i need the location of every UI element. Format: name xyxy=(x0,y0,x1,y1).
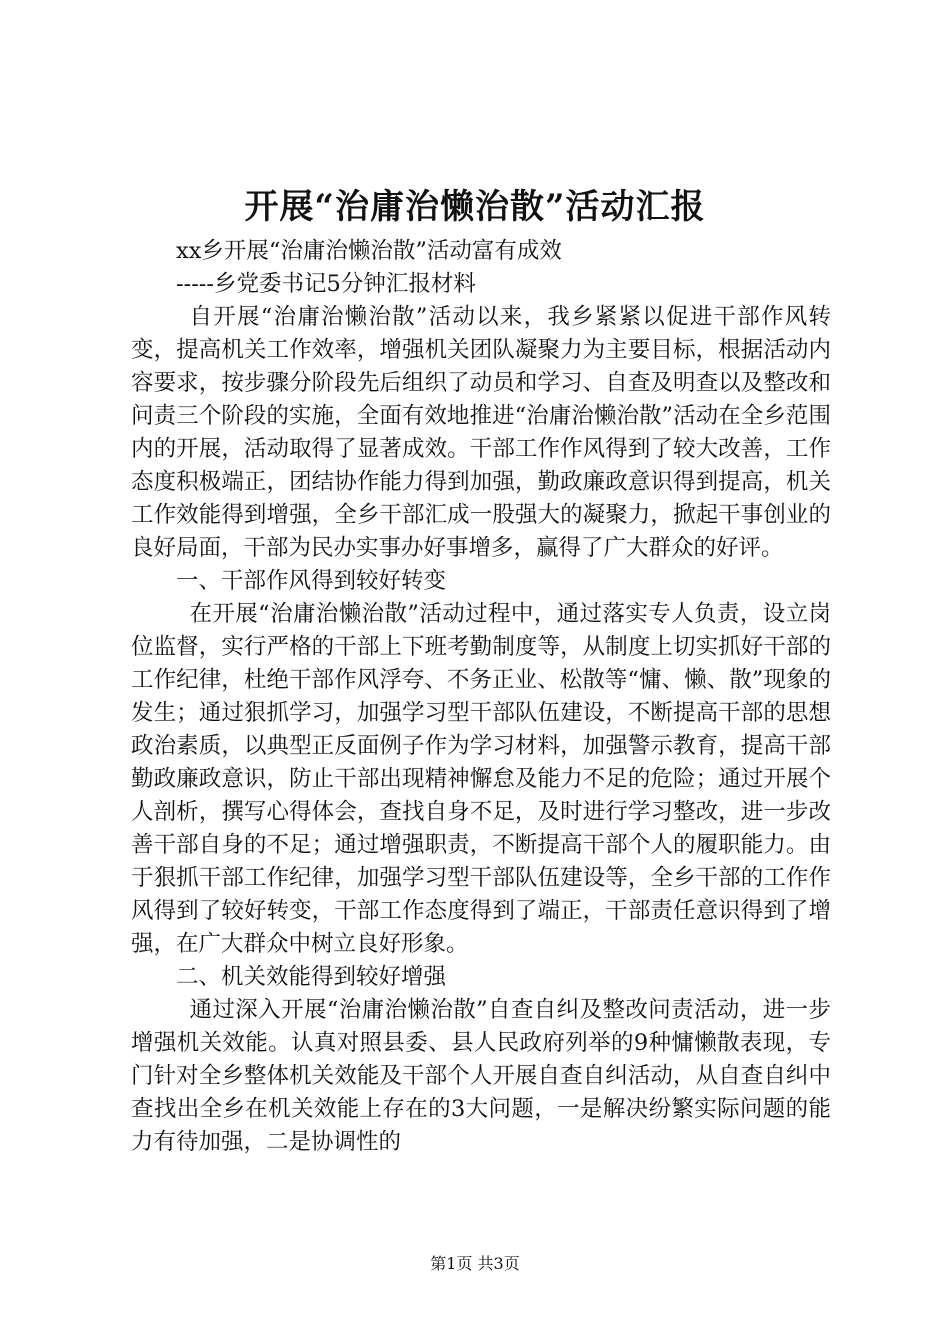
section-paragraph-1: 在开展“治庸治懒治散”活动过程中，通过落实专人负责，设立岗位监督，实行严格的干部上下班考勤制度等，从制度上切实抓好干部的工作纪律，杜绝干部作风浮夸、不务正业、松散等“慵、懒、散”现象的发生；通过狠抓学习，加强学习型干部队伍建设，不断提高干部的思想政治素质，以典型正反面例子作为学习材料，加强警示教育，提高干部勤政廉政意识，防止干部出现精神懈怠及能力不足的危险；通过开展个人剖析，撰写心得体会，查找自身不足，及时进行学习整改，进一步改善干部自身的不足；通过增强职责，不断提高干部个人的履职能力。由于狠抓干部工作纪律，加强学习型干部队伍建设等，全乡干部的工作作风得到了较好转变，干部工作态度得到了端正，干部责任意识得到了增强，在广大群众中树立良好形象。 xyxy=(131,601,831,957)
subtitle-line: xx乡开展“治庸治懒治散”活动富有成效 xyxy=(176,238,562,264)
section-heading-2: 二、机关效能得到较好增强 xyxy=(176,964,447,990)
intro-paragraph: 自开展“治庸治懒治散”活动以来，我乡紧紧以促进干部作风转变，提高机关工作效率，增强机关团队凝聚力为主要目标，根据活动内容要求，按步骤分阶段先后组织了动员和学习、自查及明查以及整改和问责三个阶段的实施，全面有效地推进“治庸治懒治散”活动在全乡范围内的开展，活动取得了显著成效。干部工作作风得到了较大改善，工作态度积极端正，团结协作能力得到加强，勤政廉政意识得到提高，机关工作效能得到增强，全乡干部汇成一股强大的凝聚力，掀起干事创业的良好局面，干部为民办实事办好事增多，赢得了广大群众的好评。 xyxy=(131,304,831,561)
section-heading-1: 一、干部作风得到较好转变 xyxy=(176,568,447,594)
subtitle-byline: -----乡党委书记5分钟汇报材料 xyxy=(176,271,476,297)
section-paragraph-2: 通过深入开展“治庸治懒治散”自查自纠及整改问责活动，进一步增强机关效能。认真对照县委、县人民政府列举的9种慵懒散表现，专门针对全乡整体机关效能及干部个人开展自查自纠活动，从自查自纠中查找出全乡在机关效能上存在的3大问题，一是解决纷繁实际问题的能力有待加强，二是协调性的 xyxy=(131,997,831,1155)
page-footer: 第1页 共3页 xyxy=(430,1254,520,1273)
document-title: 开展“治庸治懒治散”活动汇报 xyxy=(244,187,706,227)
document-body xyxy=(131,235,831,1159)
